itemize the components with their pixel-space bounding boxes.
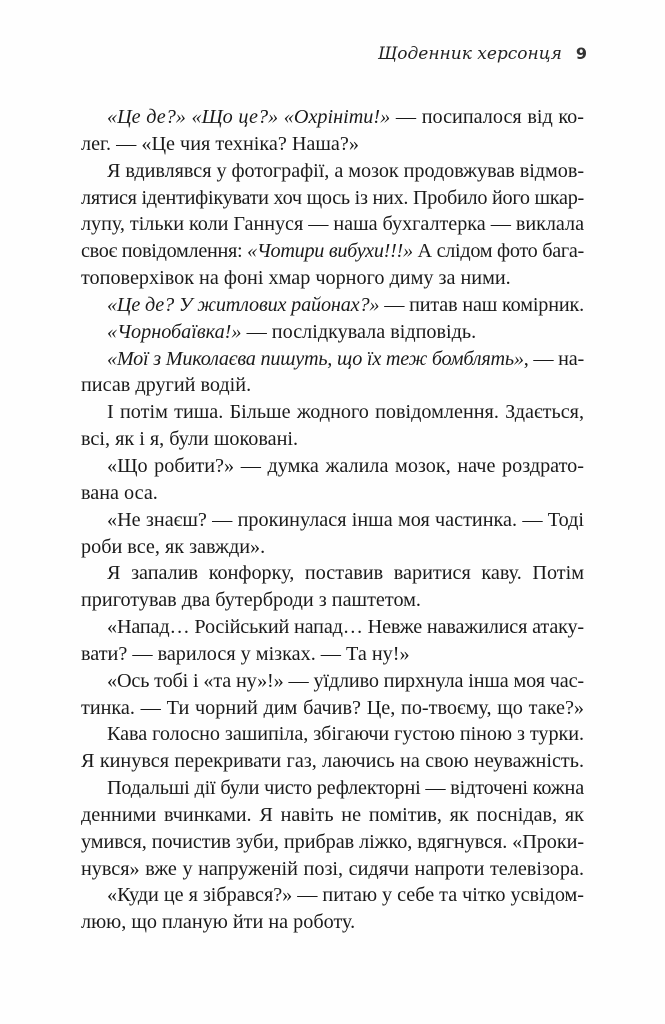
text-run: нувся» вже у напруженій позі, сидячи напроти телевізора. [81, 857, 584, 880]
text-line [81, 695, 584, 722]
text-run: «Що робити?» — думка жалила мозок, наче роздрато- [107, 454, 584, 477]
text-run: — посипалося від ко- [390, 106, 585, 128]
text-line [81, 399, 584, 426]
text-line [81, 534, 584, 561]
text-run: вана оса. [81, 481, 158, 504]
text-line [81, 641, 584, 668]
text-run: топоверхівок на фоні хмар чорного диму за ними. [81, 267, 511, 290]
running-title: Щоденник херсонця [377, 44, 562, 64]
text-run: лупу, тільки коли Ганнуся — наша бухгалтерка — виклала [81, 213, 584, 236]
text-line [81, 211, 584, 238]
text-run: «Ось тобі і «та ну»!» — уїдливо пирхнула інша моя час- [107, 669, 584, 692]
text-line [81, 319, 584, 346]
text-line [81, 587, 584, 614]
text-run: умився, почистив зуби, прибрав ліжко, вдягнувся. «Проки- [81, 830, 584, 853]
text-run: «Не знаєш? — прокинулася інша моя частинка. — Тоді [107, 508, 584, 531]
text-line [81, 292, 584, 319]
text-run: Подальші дії були чисто рефлекторні — відточені кожна [107, 777, 584, 800]
text-line [81, 882, 584, 909]
text-run: денними вчинками. Я навіть не помітив, як поснідав, як [81, 803, 584, 826]
text-run: Кава голосно зашипіла, збігаючи густою піною з турки. [107, 723, 584, 746]
text-line [81, 104, 584, 131]
text-run: своє повідомлення: [81, 240, 248, 263]
text-line [81, 614, 584, 641]
text-run: — питав наш комірник. [379, 293, 584, 316]
text-line [81, 426, 584, 453]
text-line [81, 372, 584, 399]
text-run: — послідкувала відповідь. [241, 320, 477, 343]
text-line [81, 721, 584, 748]
text-run: А слідом фото бага- [412, 240, 584, 263]
text-line [81, 856, 584, 883]
running-header [378, 44, 587, 64]
text-line [81, 346, 584, 373]
text-line [81, 185, 584, 212]
text-run: приготував два бутерброди з паштетом. [81, 589, 421, 612]
text-line [81, 748, 584, 775]
text-line [81, 453, 584, 480]
text-line [81, 158, 584, 185]
text-run: І потім тиша. Більше жодного повідомлення. Здається, [107, 401, 584, 424]
text-line [81, 829, 584, 856]
text-run: лег. — «Це чия техніка? Наша?» [81, 132, 359, 155]
italic-text: «Чотири вибухи!!!» [247, 240, 413, 263]
text-line [81, 265, 584, 292]
text-line [81, 131, 584, 158]
text-run: , — на- [523, 347, 584, 370]
text-run: роби все, як завжди». [81, 535, 266, 558]
text-line [81, 238, 584, 265]
text-run: «Напад… Російський напад… Невже наважилися атаку- [107, 616, 584, 639]
text-line [81, 560, 584, 587]
text-run: Я вдивлявся у фотографії, а мозок продовжував відмов- [107, 159, 584, 182]
text-run: Я запалив конфорку, поставив варитися каву. Потім [107, 562, 584, 585]
page-number: 9 [575, 44, 587, 63]
text-run: тинка. — Ти чорний дим бачив? Це, по-твоєму, що таке?» [81, 696, 584, 719]
text-run: Я кинувся перекривати газ, лаючись на свою неуважність. [81, 750, 584, 773]
text-line [81, 775, 584, 802]
italic-text: «Мої з Миколаєва пишуть, що їх теж бомблять» [107, 347, 524, 370]
italic-text: «Це де?» «Що це?» «Охрініти!» [107, 106, 391, 128]
body-text [81, 104, 584, 936]
text-run: «Куди це я зібрався?» — питаю у себе та чітко усвідом- [107, 884, 584, 907]
text-run: лятися ідентифікувати хоч щось із них. Пробило його шкар- [81, 186, 584, 209]
text-run: писав другий водій. [81, 374, 252, 397]
text-line [81, 802, 584, 829]
text-line [81, 480, 584, 507]
text-line [81, 909, 584, 936]
text-line [81, 507, 584, 534]
text-run: всі, як і я, були шоковані. [81, 428, 299, 451]
italic-text: «Це де? У житлових районах?» [107, 293, 380, 316]
text-run: люю, що планую йти на роботу. [81, 911, 356, 934]
text-run: вати? — варилося у мізках. — Та ну!» [81, 642, 410, 665]
text-line [81, 668, 584, 695]
italic-text: «Чорнобаївка!» [107, 320, 242, 343]
